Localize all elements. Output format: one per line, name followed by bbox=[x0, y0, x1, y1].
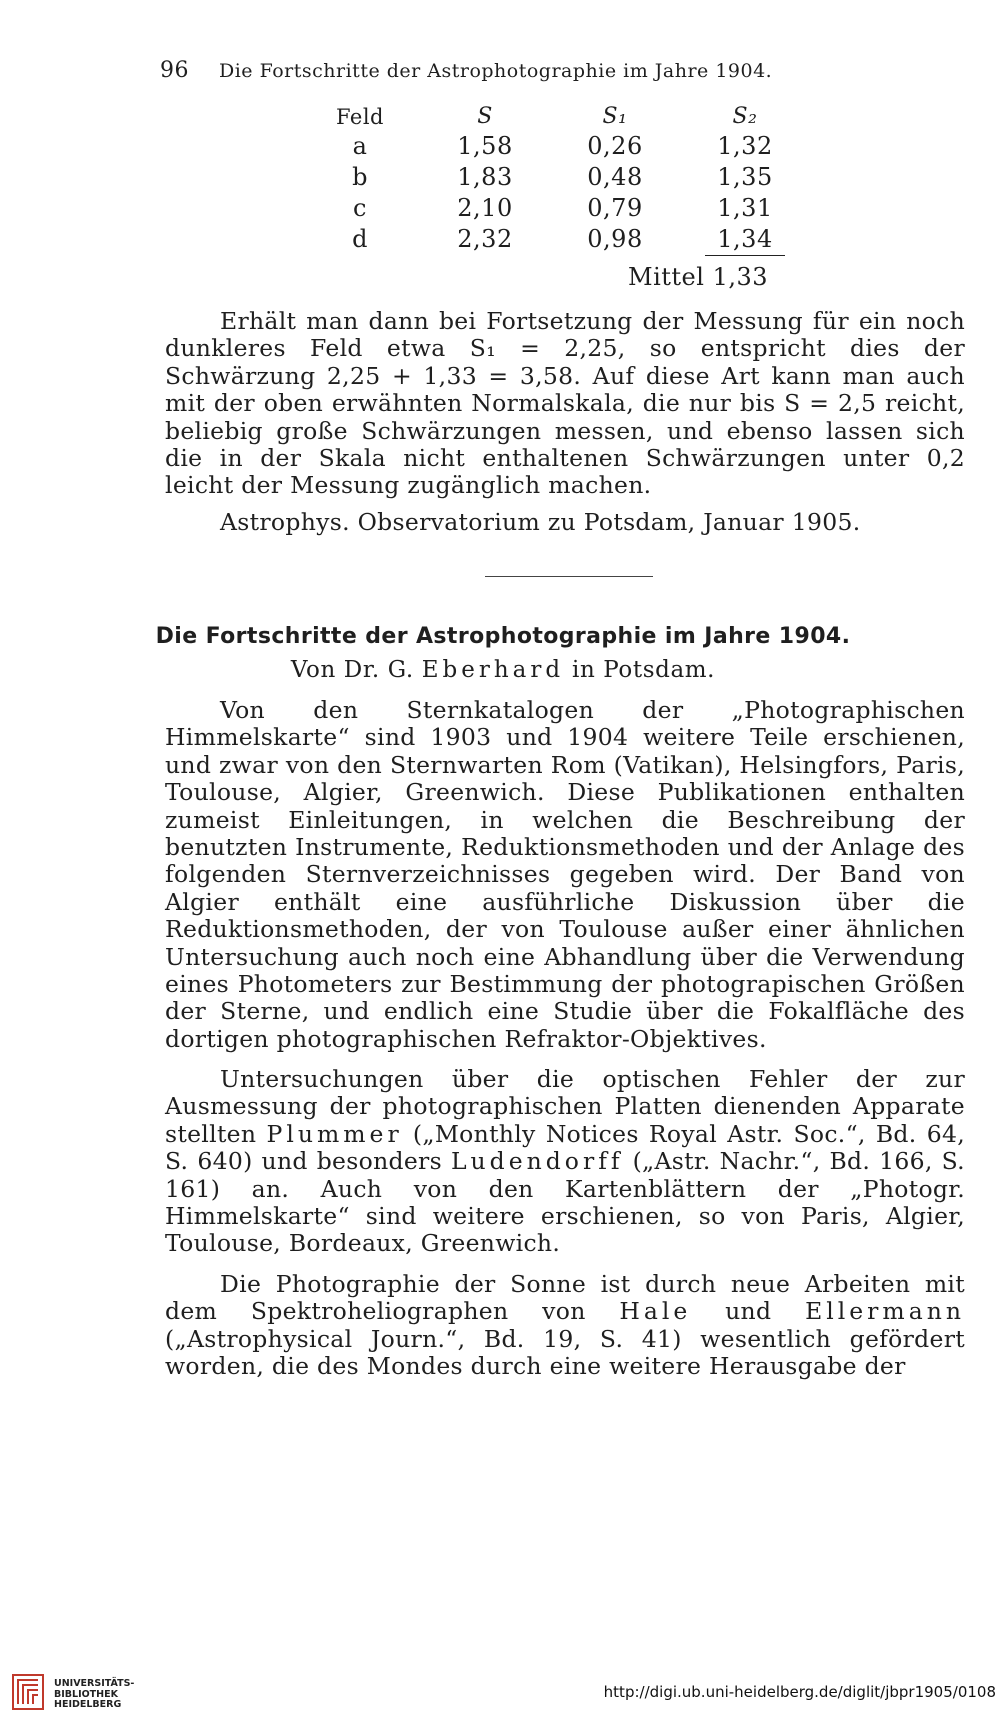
running-head bbox=[160, 58, 860, 83]
cell-s2-value: 1,34 bbox=[705, 225, 784, 256]
library-name-line1: UNIVERSITÄTS- bbox=[54, 1678, 135, 1689]
cell-s: 1,83 bbox=[457, 163, 513, 191]
cell-s2: 1,31 bbox=[717, 194, 773, 222]
running-title: Die Fortschritte der Astrophotographie im Jahre 1904. bbox=[219, 60, 773, 82]
p5-text-b: und bbox=[725, 1297, 772, 1326]
p4-text-a: Untersuchungen über die optischen Fehler der zur Ausmessung der photographischen Platten dienenden Apparate stellten bbox=[165, 1065, 965, 1148]
article-title: Die Fortschritte der Astrophotographie im Jahre 1904. bbox=[155, 624, 851, 649]
col-header-s: S bbox=[477, 104, 493, 129]
cell-s1: 0,98 bbox=[587, 225, 643, 253]
col-header-s1: S₁ bbox=[602, 104, 628, 129]
table-row bbox=[300, 224, 810, 255]
cell-s: 2,10 bbox=[457, 194, 513, 222]
paragraph-sun-photography bbox=[165, 1271, 965, 1381]
p5-text-c: („Astrophysical Journ.“, Bd. 19, S. 41) wesentlich gefördert worden, die des Mondes durch eine weitere Herausgabe der bbox=[165, 1324, 965, 1381]
cell-s2: 1,32 bbox=[717, 132, 773, 160]
cell-s2: 1,35 bbox=[717, 163, 773, 191]
table-row bbox=[300, 162, 810, 193]
byline bbox=[0, 657, 1006, 683]
cell-feld: b bbox=[352, 163, 368, 191]
mean-label: Mittel bbox=[628, 263, 705, 291]
author-ellermann: Ellermann bbox=[805, 1297, 965, 1326]
col-header-s2: S₂ bbox=[732, 104, 758, 129]
paragraph-measuring-apparatus bbox=[165, 1066, 965, 1258]
signature-line: Astrophys. Observatorium zu Potsdam, Januar 1905. bbox=[220, 508, 861, 536]
cell-s2-underlined bbox=[680, 224, 810, 255]
table-row bbox=[300, 193, 810, 224]
library-logo-icon bbox=[12, 1674, 44, 1710]
mean-line bbox=[628, 263, 768, 291]
cell-s: 2,32 bbox=[457, 225, 513, 253]
table-header-row bbox=[300, 104, 810, 131]
p4-text-c: („Astr. Nachr.“, Bd. 166, S. 161) an. Auch von den Kartenblättern der „Photogr. Himmelskarte“ sind weitere erschienen, so von Paris, Algier, Toulouse, Bordeaux, Greenwich. bbox=[165, 1147, 965, 1258]
page-number: 96 bbox=[160, 58, 189, 83]
cell-s1: 0,79 bbox=[587, 194, 643, 222]
author-hale: Hale bbox=[619, 1297, 692, 1326]
mean-value: 1,33 bbox=[712, 263, 768, 291]
source-url[interactable]: http://digi.ub.uni-heidelberg.de/diglit/jbpr1905/0108 bbox=[603, 1683, 996, 1701]
cell-s: 1,58 bbox=[457, 132, 513, 160]
library-name-line3: HEIDELBERG bbox=[54, 1699, 122, 1710]
cell-feld: a bbox=[352, 132, 368, 160]
author-name: Eberhard bbox=[421, 657, 565, 683]
cell-feld: d bbox=[352, 225, 368, 253]
library-name bbox=[54, 1679, 134, 1711]
byline-suffix: in Potsdam. bbox=[572, 657, 716, 683]
table-row bbox=[300, 131, 810, 162]
paragraph-star-catalogs: Von den Sternkatalogen der „Photographischen Himmelskarte“ sind 1903 und 1904 weitere Teile erschienen, und zwar von den Sternwarten Rom (Vatikan), Helsingfors, Paris, Toulouse, Algier, Greenwich. Diese Publikationen enthalten zumeist Einleitungen, in welchen die Beschreibung der benutzten Instrumente, Reduktionsmethoden und der Anlage des folgenden Sternverzeichnisses gegeben wird. Der Band von Algier enthält eine ausführliche Diskussion über die Reduktionsmethoden, der von Toulouse außer einer ähnlichen Untersuchung auch noch eine Abhandlung über die Verwendung eines Photometers zur Bestimmung der photograpischen Größen der Sterne, und endlich eine Studie über die Fokalfläche des dortigen photographischen Refraktor-Objektives. bbox=[165, 696, 965, 1053]
cell-s1: 0,48 bbox=[587, 163, 643, 191]
section-divider bbox=[485, 576, 653, 577]
p4-text-b: („Monthly Notices Royal Astr. Soc.“, Bd. 64, S. 640) und besonders bbox=[165, 1119, 965, 1176]
paragraph-continuation: Erhält man dann bei Fortsetzung der Messung für ein noch dunkleres Feld etwa S₁ = 2,25, so entspricht dies der Schwärzung 2,25 + 1,33 = 3,58. Auf diese Art kann man auch mit der oben erwähnten Normalskala, die nur bis S = 2,5 reicht, beliebig große Schwärzungen messen, und ebenso lassen sich die in der Skala nicht enthaltenen Schwärzungen unter 0,2 leicht der Messung zugänglich machen. bbox=[165, 307, 965, 500]
cell-feld: c bbox=[353, 194, 367, 222]
byline-prefix: Von Dr. G. bbox=[290, 657, 414, 683]
p5-text-a: Die Photographie der Sonne ist durch neue Arbeiten mit dem Spektroheliographen von bbox=[165, 1270, 965, 1326]
col-header-feld: Feld bbox=[335, 104, 384, 129]
cell-s1: 0,26 bbox=[587, 132, 643, 160]
library-name-line2: BIBLIOTHEK bbox=[54, 1688, 118, 1700]
author-ludendorff: Ludendorff bbox=[450, 1147, 624, 1176]
author-plummer: Plummer bbox=[266, 1119, 403, 1148]
blackening-table bbox=[300, 104, 810, 255]
